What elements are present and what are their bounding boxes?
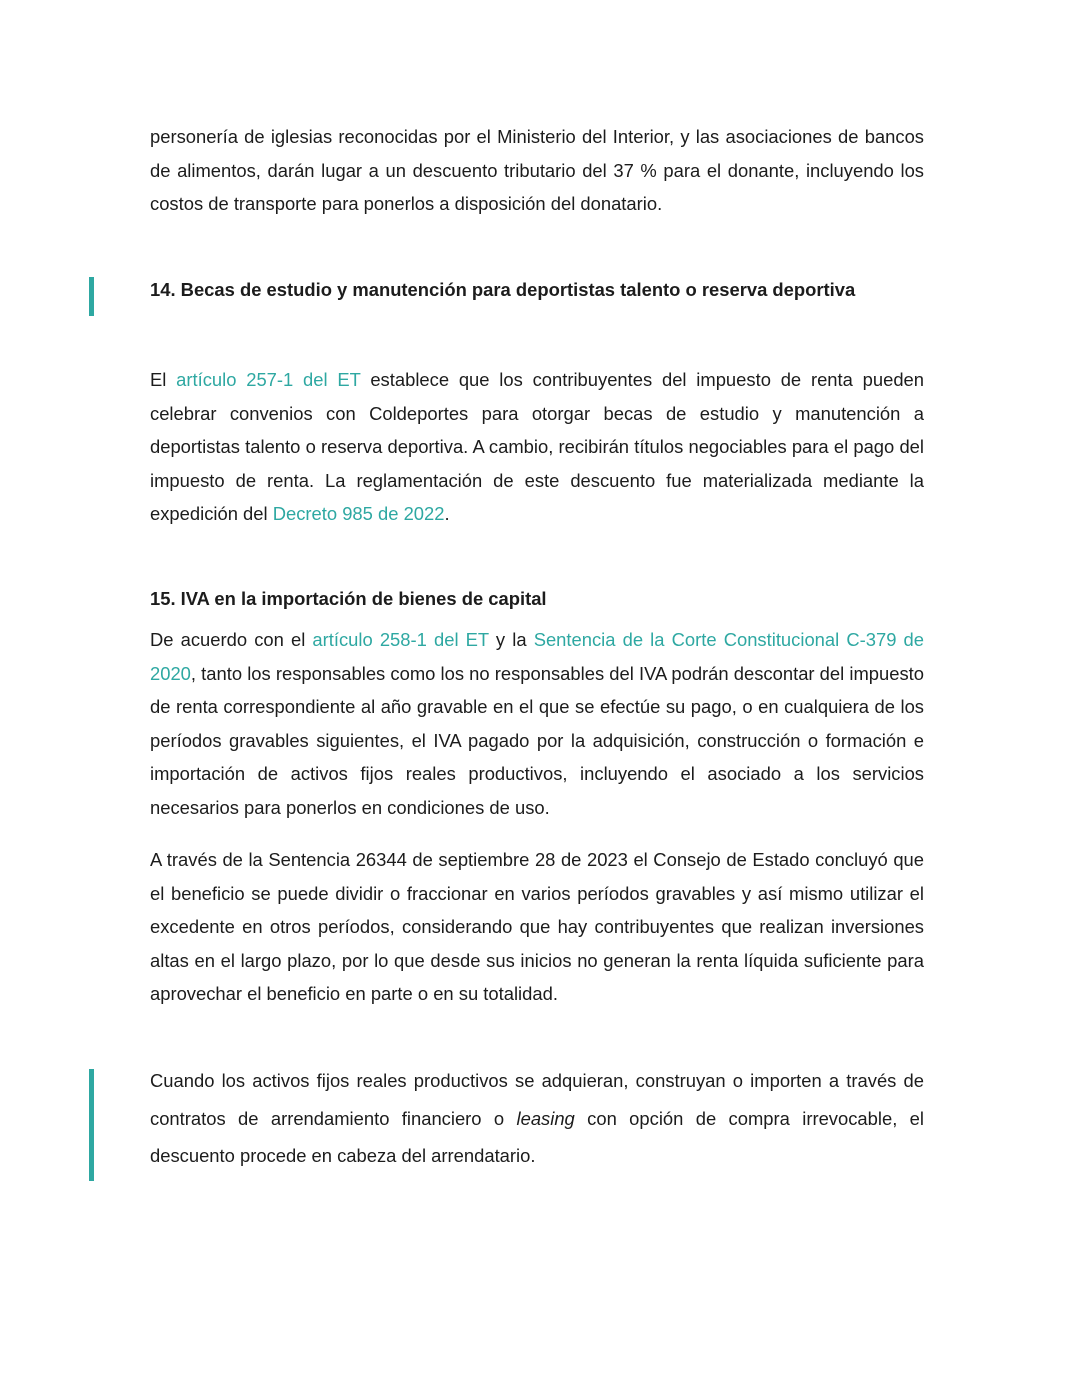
- section-14-title: 14. Becas de estudio y manutención para deportistas talento o reserva deportiva: [150, 279, 856, 300]
- section-15-paragraph-1: [150, 623, 924, 824]
- text-run: Cuando los activos fijos reales productivos se adquieran, construyan o importen a través de contratos de arrendamiento financiero o: [150, 1070, 924, 1129]
- text-run: El: [150, 369, 177, 390]
- link-sentencia-c-379-2020[interactable]: Sentencia de la Corte Constitucional C-379 de 2020: [150, 629, 924, 684]
- text-run: , tanto los responsables como los no responsables del IVA podrán descontar del impuesto de renta correspondiente al año gravable en el que se efectúe su pago, o en cualquiera de los períodos gravables siguientes, el IVA pagado por la adquisición, construcción o formación e importación de activos fijos reales productivos, incluyendo el asociado a los servicios necesarios para ponerlos en condiciones de uso.: [150, 662, 924, 818]
- section-15-paragraph-2: A través de la Sentencia 26344 de septiembre 28 de 2023 el Consejo de Estado concluyó que el beneficio se puede dividir o fraccionar en varios períodos gravables y así mismo utilizar el excedente en otros períodos, considerando que hay contribuyentes que realizan inversiones altas en el largo plazo, por lo que desde sus inicios no generan la renta líquida suficiente para aprovechar el beneficio en parte o en su totalidad.: [150, 849, 924, 1004]
- section-15-title: 15. IVA en la importación de bienes de capital: [150, 588, 547, 609]
- link-articulo-258-1[interactable]: artículo 258-1 del ET: [312, 629, 489, 650]
- text-run: De acuerdo con el: [150, 629, 313, 650]
- emphasis-leasing: leasing: [516, 1107, 575, 1129]
- link-articulo-257-1[interactable]: artículo 257-1 del ET: [176, 369, 361, 390]
- text-run: establece que los contribuyentes del impuesto de renta pueden celebrar convenios con Coldeportes para otorgar becas de estudio y manutención a deportistas talento o reserva deportiva. A cambio, recibirán títulos negociables para el pago del impuesto de renta. La reglamentación de este descuento fue materializada mediante la expedición del: [150, 369, 925, 524]
- text-run: .: [444, 503, 450, 524]
- link-decreto-985-2022[interactable]: Decreto 985 de 2022: [272, 503, 445, 524]
- section-14-paragraph: [150, 363, 924, 531]
- callout-accent-bar: [89, 1069, 94, 1181]
- text-run: con opción de compra irrevocable, el descuento procede en cabeza del arrendatario.: [150, 1107, 924, 1166]
- intro-paragraph: personería de iglesias reconocidas por el Ministerio del Interior, y las asociaciones de bancos de alimentos, darán lugar a un descuento tributario del 37 % para el donante, incluyendo los costos de transporte para ponerlos a disposición del donatario.: [150, 126, 924, 214]
- text-run: y la: [488, 629, 534, 650]
- leasing-callout: [150, 1062, 924, 1175]
- section-14-accent-bar: [89, 277, 94, 316]
